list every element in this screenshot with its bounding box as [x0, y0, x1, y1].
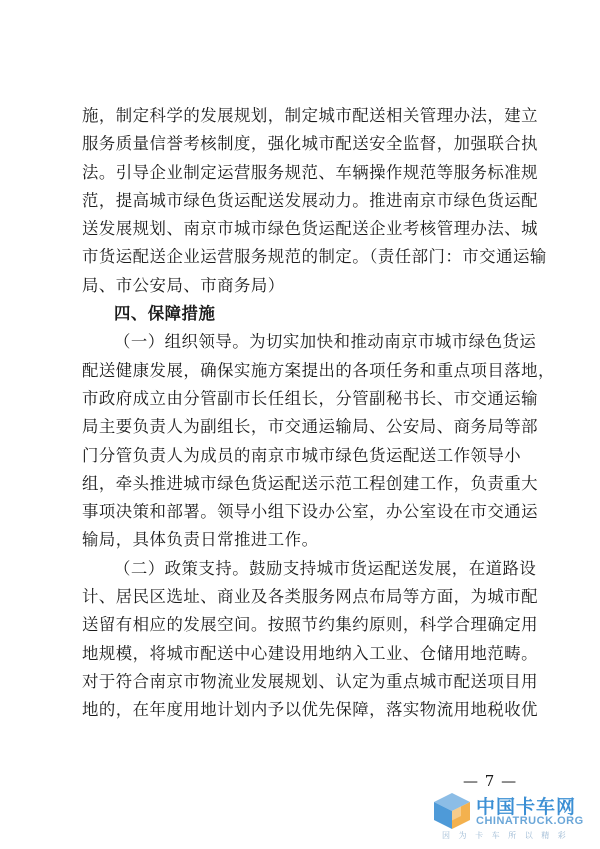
text-line: 局、市公安局、市商务局） — [82, 275, 285, 295]
paragraph-line: 组，牵头推进城市绿色货运配送示范工程创建工作，负责重大 — [82, 473, 539, 493]
text-line: 市货运配送企业运营服务规范的制定。（责任部门：市交通运输 — [82, 247, 547, 267]
truck-cube-icon — [430, 790, 474, 832]
document-body — [82, 102, 555, 725]
text-line: 送发展规划、南京市城市绿色货运配送企业考核管理办法、城 — [82, 219, 539, 239]
paragraph-line: 地的，在年度用地计划内予以优先保障，落实物流用地税收优 — [82, 700, 539, 720]
text-line: 服务质量信誉考核制度，强化城市配送安全监督，加强联合执 — [82, 134, 539, 154]
watermark-logo — [428, 790, 593, 845]
section-heading: 四、保障措施 — [114, 304, 216, 324]
paragraph-line: 门分管负责人为成员的南京市城市绿色货运配送工作领导小 — [82, 445, 522, 465]
watermark-slogan: 因 为 卡 车 所 以 精 彩 — [442, 831, 569, 840]
paragraph-line: 输局，具体负责日常推进工作。 — [82, 530, 319, 550]
paragraph-line: 事项决策和部署。领导小组下设办公室，办公室设在市交通运 — [82, 502, 539, 522]
watermark-name-cn: 中国卡车网 — [476, 796, 577, 818]
paragraph-line: 对于符合南京市物流业发展规划、认定为重点城市配送项目用 — [82, 671, 539, 691]
watermark-name-en: CHINATRUCK.ORG — [476, 815, 584, 827]
text-line: 法。引导企业制定运营服务规范、车辆操作规范等服务标准规 — [82, 162, 539, 182]
paragraph-line: 送留有相应的发展空间。按照节约集约原则，科学合理确定用 — [82, 615, 539, 635]
paragraph-line: 地规模，将城市配送中心建设用地纳入工业、仓储用地范畴。 — [82, 643, 539, 663]
paragraph-line: （一）组织领导。为切实加快和推动南京市城市绿色货运 — [114, 332, 537, 352]
paragraph-line: 计、居民区选址、商业及各类服务网点布局等方面，为城市配 — [82, 587, 539, 607]
text-line: 范，提高城市绿色货运配送发展动力。推进南京市绿色货运配 — [82, 190, 539, 210]
paragraph-line: 配送健康发展，确保实施方案提出的各项任务和重点项目落地， — [82, 360, 555, 380]
paragraph-line: （二）政策支持。鼓励支持城市货运配送发展，在道路设 — [114, 558, 537, 578]
text-line: 施，制定科学的发展规划，制定城市配送相关管理办法，建立 — [82, 106, 539, 125]
paragraph-line: 市政府成立由分管副市长任组长，分管副秘书长、市交通运输 — [82, 388, 539, 408]
paragraph-line: 局主要负责人为副组长，市交通运输局、公安局、商务局等部 — [82, 417, 539, 437]
page-number: — 7 — — [463, 772, 518, 790]
